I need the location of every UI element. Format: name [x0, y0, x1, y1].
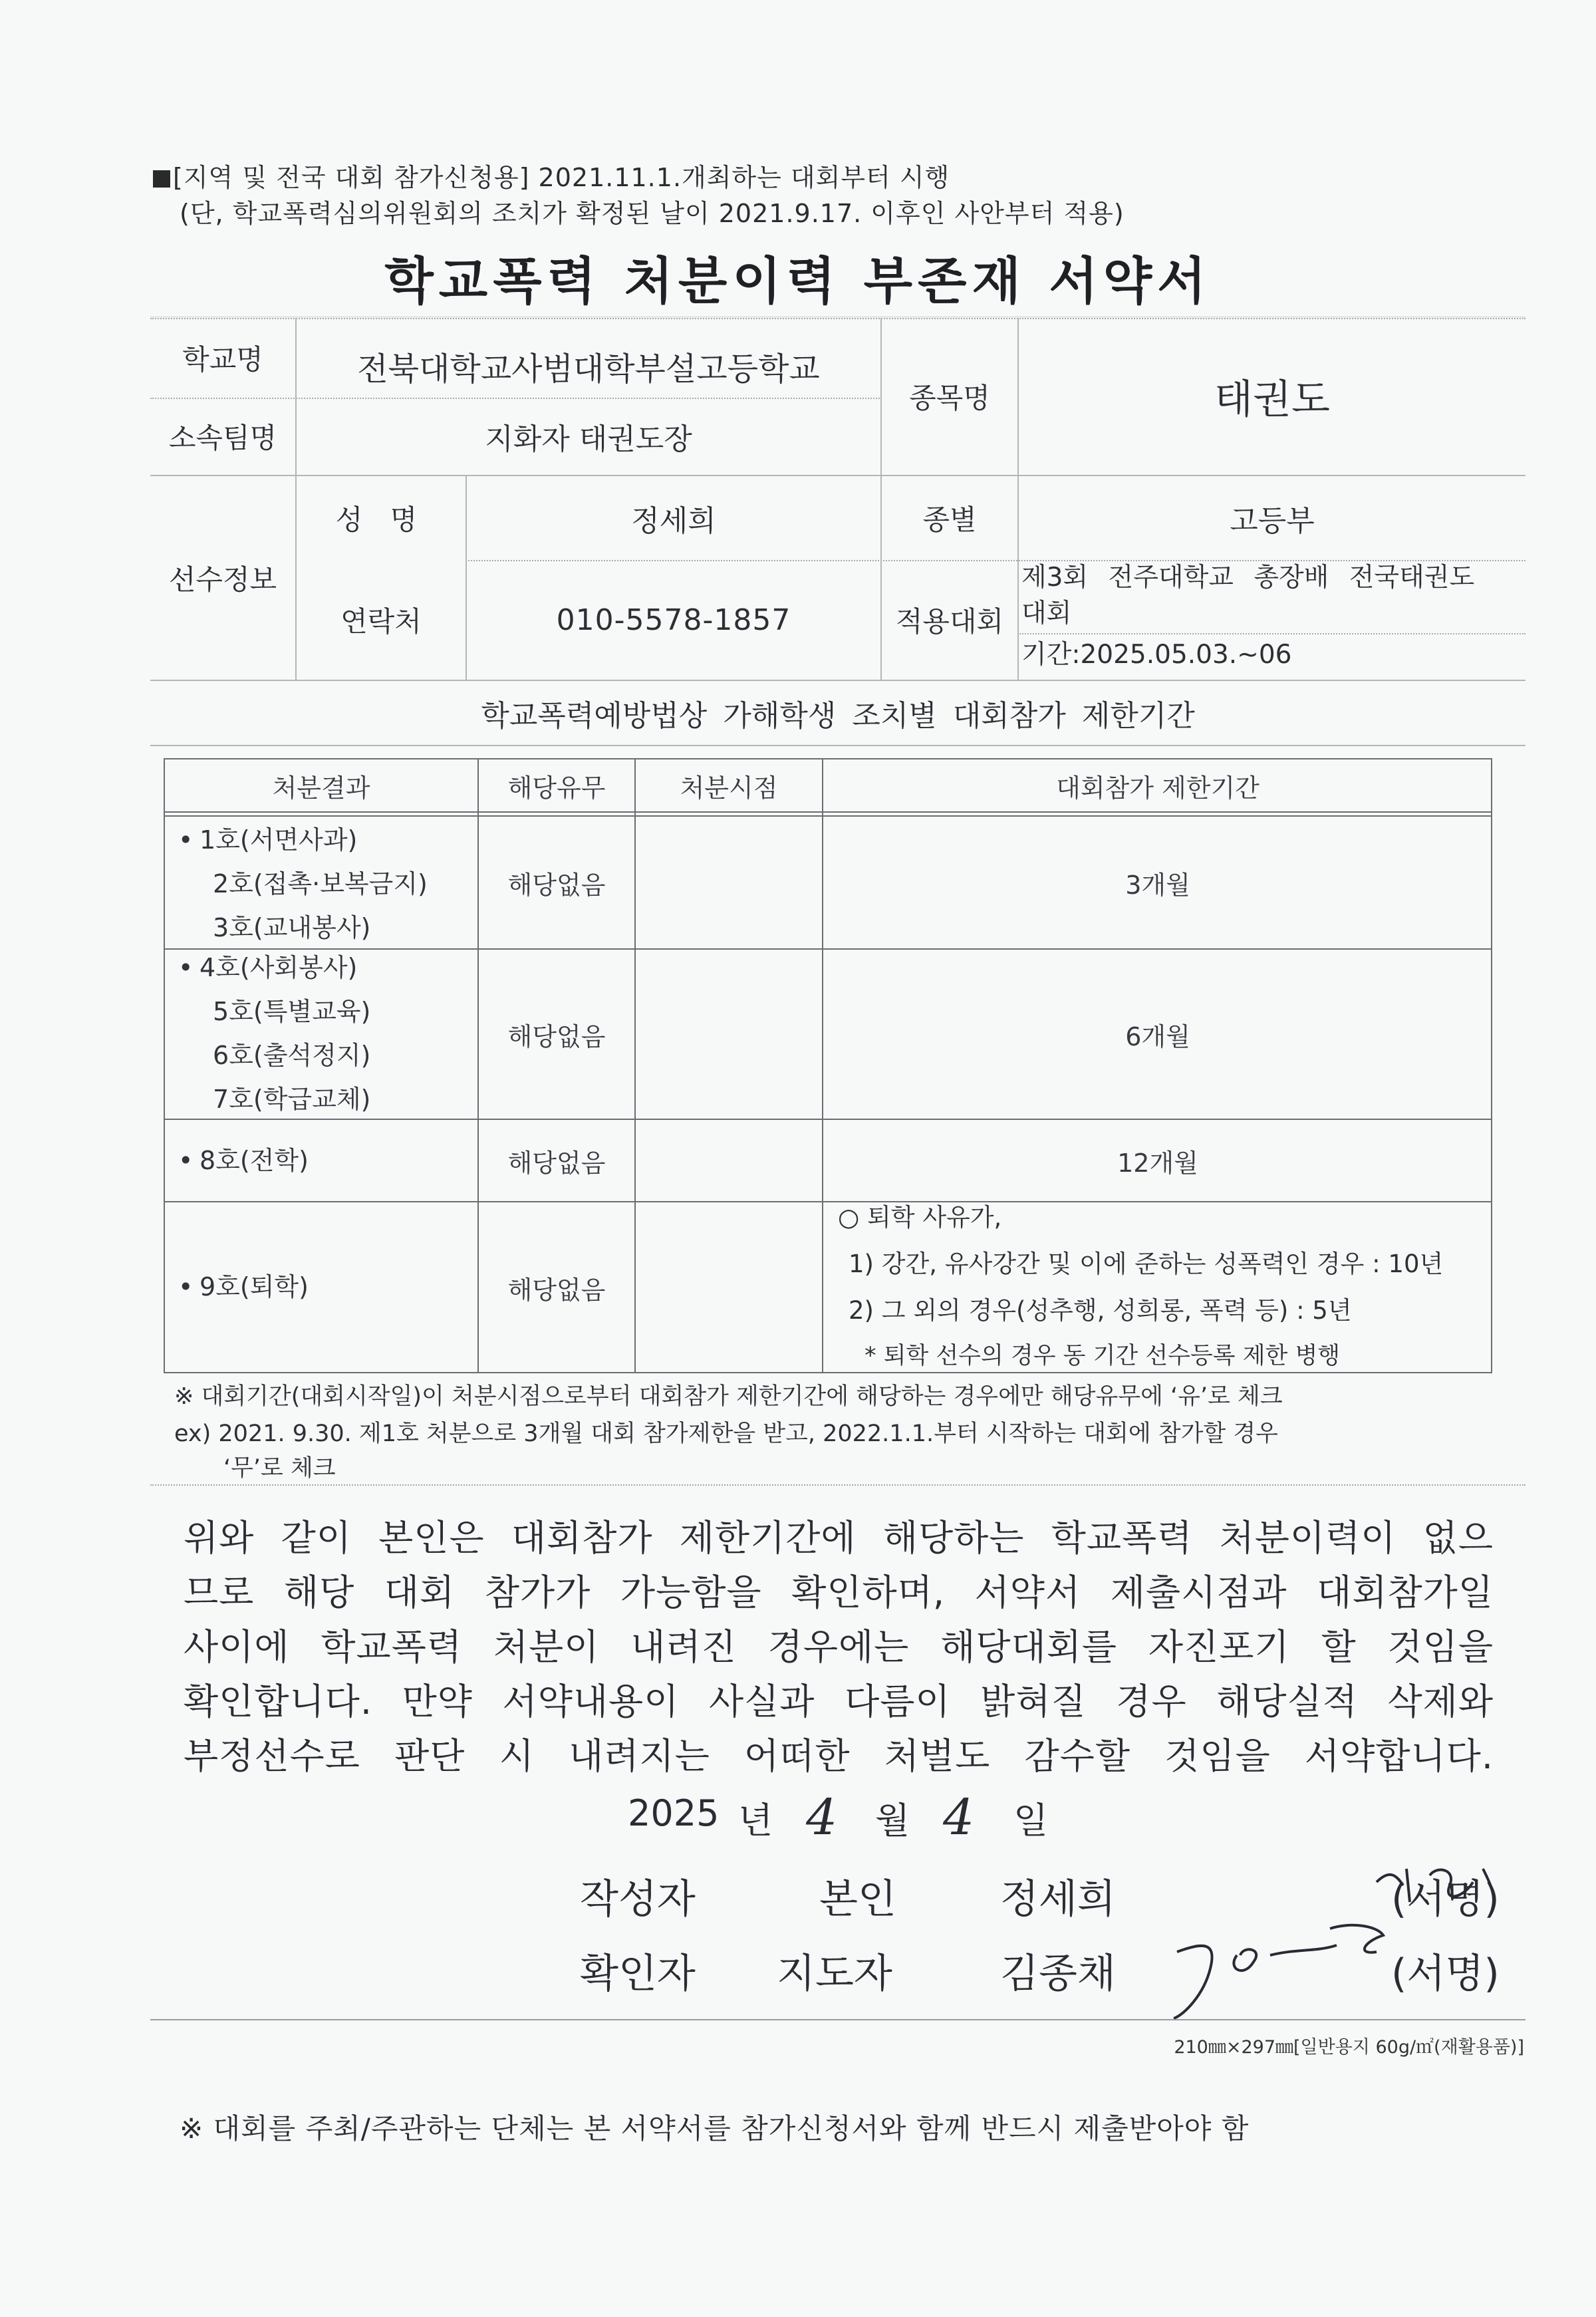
col-header-time: 처분시점: [680, 773, 778, 803]
expulsion-period-note: * 퇴학 선수의 경우 동 기간 선수등록 제한 병행: [864, 1343, 1341, 1369]
table-row-3-applicable: 해당없음: [507, 1148, 606, 1178]
pledge-line: 확인합니다. 만약 서약내용이 사실과 다름이 밝혀질 경우 해당실적 삭제와: [184, 1681, 1494, 1722]
expulsion-period-line: 1) 강간, 유사강간 및 이에 준하는 성폭력인 경우 : 10년: [849, 1250, 1444, 1278]
team-value: 지화자 태권도장: [485, 422, 692, 456]
divider: [150, 2019, 1526, 2020]
table-row-3-period: 12개월: [1117, 1148, 1198, 1178]
athlete-info-label: 선수정보: [168, 563, 277, 596]
result-text: 1호(서면사과): [200, 825, 358, 855]
divider: [1017, 633, 1526, 634]
restriction-section-title: 학교폭력예방법상 가해학생 조치별 대회참가 제한기간: [481, 699, 1195, 733]
table-row-1-result: [178, 818, 428, 950]
table-row-1-applicable: 해당없음: [507, 870, 606, 900]
result-text: 4호(사회봉사): [200, 953, 358, 982]
pledge-line: 위와 같이 본인은 대회참가 제한기간에 해당하는 학교폭력 처분이력이 없으: [184, 1517, 1494, 1559]
divider: [150, 1484, 1526, 1486]
result-item: 7호(학급교체): [213, 1085, 371, 1114]
event-value: 태권도: [1214, 376, 1330, 423]
writer-role: 작성자: [580, 1876, 696, 1923]
header-applicability-note: [153, 157, 950, 194]
team-label: 소속팀명: [168, 422, 277, 454]
date-year-unit: 년: [738, 1800, 773, 1841]
result-item: [178, 818, 428, 862]
pledge-paragraph: [184, 1511, 1494, 1784]
header-line1-text: [지역 및 전국 대회 참가신청용] 2021.11.1.개최하는 대회부터 시행: [173, 163, 950, 192]
col-header-period: 대회참가 제한기간: [1056, 773, 1260, 803]
checker-role: 확인자: [580, 1951, 696, 1997]
table-row-4-result: [178, 1265, 309, 1309]
contact-label: 연락처: [340, 605, 422, 638]
writer-relation: 본인: [819, 1876, 896, 1923]
column-divider: [634, 759, 636, 1372]
table-row-2-result: [178, 946, 370, 1121]
competition-label: 적용대회: [895, 605, 1004, 638]
table-note-example-cont: ‘무’로 체크: [223, 1455, 336, 1482]
date-day-unit: 일: [1013, 1800, 1049, 1841]
table-row-1-period: 3개월: [1125, 870, 1190, 900]
result-item: [178, 946, 370, 990]
expulsion-period-line: 2) 그 외의 경우(성추행, 성희롱, 폭력 등) : 5년: [849, 1296, 1352, 1325]
school-value: 전북대학교사범대학부설고등학교: [357, 350, 820, 388]
table-note-example: ex) 2021. 9.30. 제1호 처분으로 3개월 대회 참가제한을 받고, 2022.1.1.부터 시작하는 대회에 참가할 경우: [174, 1421, 1278, 1447]
pledge-line: 사이에 학교폭력 처분이 내려진 경우에는 해당대회를 자진포기 할 것임을: [184, 1626, 1494, 1668]
result-item: 3호(교내봉사): [213, 913, 371, 942]
submission-footer-note: ※ 대회를 주최/주관하는 단체는 본 서약서를 참가신청서와 함께 반드시 제출받아야 함: [180, 2112, 1250, 2145]
table-row-4-applicable: 해당없음: [507, 1276, 606, 1305]
name-label: 성 명: [335, 503, 427, 536]
date-day-handwritten: 4: [943, 1789, 975, 1846]
bullet-icon: •: [178, 825, 194, 855]
document-title: 학교폭력 처분이력 부존재 서약서: [384, 251, 1212, 311]
col-header-result: 처분결과: [272, 773, 370, 803]
result-text: 9호(퇴학): [200, 1272, 309, 1301]
col-header-applicable: 해당유무: [507, 773, 606, 803]
school-label: 학교명: [182, 343, 263, 376]
pledge-line: 므로 해당 대회 참가가 가능함을 확인하며, 서약서 제출시점과 대회참가일: [184, 1571, 1494, 1613]
header-exception-note: (단, 학교폭력심의위원회의 조치가 확정된 날이 2021.9.17. 이후인 사안부터 적용): [180, 199, 1125, 228]
competition-name: [1021, 560, 1474, 632]
paper-specification: 210㎜×297㎜[일반용지 60g/㎡(재활용품)]: [1174, 2037, 1524, 2058]
table-row-2-period: 6개월: [1125, 1022, 1190, 1051]
table-row-3-result: [178, 1139, 309, 1182]
checker-sign-mark: (서명): [1391, 1951, 1500, 1997]
competition-name-line1: 제3회 전주대학교 총장배 전국태권도: [1021, 563, 1475, 593]
result-item: 2호(접촉·보복금지): [213, 869, 428, 898]
bullet-icon: •: [178, 953, 194, 982]
category-value: 고등부: [1230, 504, 1315, 538]
checker-name: 김종채: [1000, 1951, 1116, 1997]
result-text: 8호(전학): [200, 1146, 309, 1175]
category-label: 종별: [922, 503, 977, 536]
result-item: 6호(출석정지): [213, 1041, 371, 1070]
result-item: [178, 1265, 309, 1309]
date-year: 2025: [628, 1792, 720, 1834]
header-divider: [165, 811, 1491, 813]
name-value: 정세희: [631, 504, 716, 538]
event-label: 종목명: [909, 382, 990, 414]
bullet-icon: •: [178, 1146, 194, 1175]
pledge-line: 부정선수로 판단 시 내려지는 어떠한 처벌도 감수할 것임을 서약합니다.: [184, 1735, 1494, 1777]
contact-value: 010-5578-1857: [556, 603, 791, 637]
competition-period: 기간:2025.05.03.~06: [1021, 640, 1292, 670]
expulsion-period-heading: ○ 퇴학 사유가,: [838, 1203, 1002, 1232]
table-note-check: ※ 대회기간(대회시작일)이 처분시점으로부터 대회참가 제한기간에 해당하는 경우에만 해당유무에 ‘유’로 체크: [174, 1383, 1283, 1410]
table-row-2-applicable: 해당없음: [507, 1022, 606, 1051]
competition-name-line2: 대회: [1021, 599, 1072, 628]
date-month-handwritten: 4: [806, 1789, 838, 1846]
result-item: [178, 1139, 309, 1182]
row-divider: [165, 1201, 1491, 1202]
black-square-icon: [153, 170, 170, 188]
checker-handwritten-signature: [1164, 1889, 1416, 2022]
writer-sign-mark: (서명): [1391, 1876, 1500, 1923]
bullet-icon: •: [178, 1272, 194, 1301]
divider: [150, 745, 1526, 746]
date-month-unit: 월: [875, 1800, 910, 1841]
result-item: 5호(특별교육): [213, 997, 371, 1026]
writer-name: 정세희: [1000, 1876, 1116, 1923]
checker-relation: 지도자: [777, 1951, 892, 1997]
